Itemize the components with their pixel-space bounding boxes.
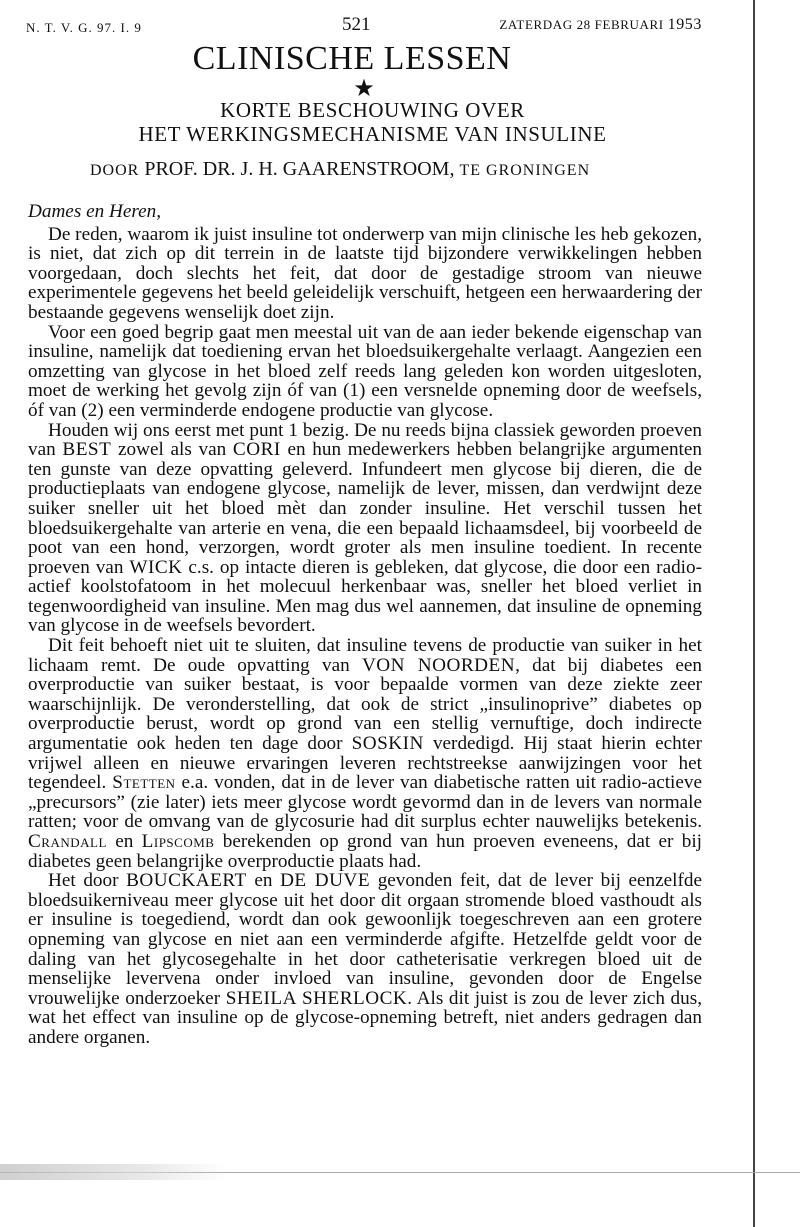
cited-author-name: Lipscomb	[141, 831, 215, 852]
cited-author-name: DE DUVE	[280, 870, 371, 892]
issue-year: 1953	[667, 16, 702, 33]
article-title-line-1: KORTE BESCHOUWING OVER	[220, 98, 525, 122]
paragraph-text: gevonden feit, dat de lever bij eenzelfde bloedsuikerniveau meer glycose uit het door dit orgaan stromende bloed vasthoudt als er insuline is toegediend, wordt dan ook gewoonlijk toegeschreven aan een grotere opneming van glycose en niet aan een verminderde afgifte. Hetzelfde geldt voor de daling van het glycosegehalte in het door catheterisatie verkregen bloed uit de menselijke levervena onder invloed van insuline, gevonden door de Engelse vrouwelijke onderzoeker	[28, 870, 703, 1009]
page-edge-line	[753, 0, 755, 1227]
section-title: CLINISCHE LESSEN	[192, 40, 512, 77]
cited-author-name: VON NOORDEN	[361, 654, 516, 676]
paragraph-text: Houden wij ons eerst met punt 1 bezig. De nu reeds bijna classiek geworden proeven van	[28, 419, 702, 461]
paragraph-text: Dit feit behoeft niet uit te sluiten, dat insuline tevens de productie van suiker in het lichaam remt. De oude opvatting van	[28, 635, 702, 676]
paragraph-text: en hun medewerkers hebben belangrijke argumenten ten gunste van deze opvatting geleverd. Infundeert men glycose bij dieren, die de productieplaats van endogene glycose, namelijk de lever, missen, dan verdwijnt deze suiker sneller uit het bloed mèt dan zonder insuline. Het verschil tussen het bloedsuikergehalte van arterie en vena, die een bepaald lichaamsdeel, bij voorbeeld de poot van een hond, verzorgen, wordt groter als men insuline toedient. In recente proeven van	[28, 439, 702, 578]
salutation: Dames en Heren,	[28, 201, 162, 222]
issue-date	[499, 16, 702, 34]
cited-author-name: WICK	[129, 556, 183, 578]
paragraph-text: Het door	[48, 870, 127, 892]
paragraph-text: . Als dit juist is zou de lever zich dus, wat het effect van insuline op de glycose-opneming betreft, niet anders gedragen dan andere organen.	[28, 987, 702, 1048]
author-name: PROF. DR. J. H. GAARENSTROOM,	[144, 158, 455, 180]
paragraph-text: , dat bij diabetes een overproductie van suiker bestaat, is voor bepaalde vormen van deze ziekte zeer waarschijnlijk. De veronderstelling, dat ook de strict „insulinoprive” diabetes op overproductie berust, wordt op grond van een stellig vernuftige, doch indirecte argumentatie ook heden ten dage door	[28, 654, 702, 755]
journal-reference: N. T. V. G. 97. I. 9	[26, 20, 142, 35]
paragraph	[28, 323, 702, 421]
cited-author-name: Crandall	[28, 831, 107, 852]
cited-author-name: BEST	[62, 439, 112, 461]
cited-author-name: CORI	[232, 439, 281, 461]
paragraph-text: e.a. vonden, dat in de lever van diabetische ratten uit radio-actieve „precursors” (zie later) iets meer glycose wordt gevormd dan in de levers van normale ratten; voor de omvang van de glycosurie had dit surplus echter nauwelijks betekenis.	[28, 772, 702, 833]
paragraph-list	[28, 225, 702, 1048]
paragraph-text: zowel als van	[111, 439, 233, 461]
paragraph-text: De reden, waarom ik juist insuline tot onderwerp van mijn clinische les heb gekozen, is niet, dat zich op dit terrein in de laatste tijd bijzondere verwikkelingen hebben voorgedaan, doch slechts het feit, dat door de gestadige stroom van nieuwe experimentele gegevens het beeld geleidelijk verschuift, hetgeen een herwaardering der bestaande gegevens wenselijk doet zijn.	[28, 223, 702, 323]
paragraph-text: Voor een goed begrip gaat men meestal uit van de aan ieder bekende eigenschap van insuline, namelijk dat toediening ervan het bloedsuikergehalte verlaagt. Aangezien een omzetting van glycose in het bloed zelf reeds lang geleden kon worden uitgesloten, moet de werking het gevolg zijn óf van (1) een versnelde opneming door de weefsels, óf van (2) een verminderde endogene productie van glycose.	[28, 321, 702, 421]
cited-author-name: SHEILA SHERLOCK	[225, 987, 408, 1009]
paragraph	[28, 636, 702, 871]
page-number: 521	[342, 14, 371, 35]
cited-author-name: Stetten	[112, 772, 176, 794]
cited-author-name: BOUCKAERT	[126, 870, 247, 892]
paragraph-text: c.s. op intacte dieren is gebleken, dat glycose, die door een radio-actief koolstofatoom in het molecuul herkenbaar was, sneller het bloed verliet in tegenwoordigheid van insuline. Men mag dus wel aannemen, dat insuline de opneming van glycose in de weefsels bevordert.	[28, 556, 702, 637]
cited-author-name: SOSKIN	[351, 733, 424, 755]
paragraph-text: en	[246, 870, 281, 892]
author-byline	[90, 158, 590, 181]
star-ornament-icon: ★	[353, 76, 375, 102]
article-title-line-2: HET WERKINGSMECHANISME VAN INSULINE	[138, 122, 607, 146]
article-body	[28, 202, 702, 1048]
paragraph-text: berekenden op grond van hun proeven eveneens, dat er bij diabetes geen belangrijke overproductie plaats had.	[28, 831, 702, 872]
paragraph	[28, 871, 702, 1047]
running-header	[26, 14, 702, 40]
paragraph	[28, 421, 702, 637]
author-location: TE GRONINGEN	[459, 162, 591, 179]
paragraph	[28, 225, 702, 323]
scan-smudge	[0, 1164, 230, 1180]
paragraph-text: verdedigd. Hij staat hierin echter vrijwel alleen en nieuwe ervaringen leveren rechtstreekse aanwijzingen voor het tegendeel.	[28, 733, 702, 794]
byline-prefix: DOOR	[90, 162, 140, 179]
issue-date-text: ZATERDAG 28 FEBRUARI	[499, 17, 664, 32]
paragraph-text: en	[106, 831, 142, 852]
